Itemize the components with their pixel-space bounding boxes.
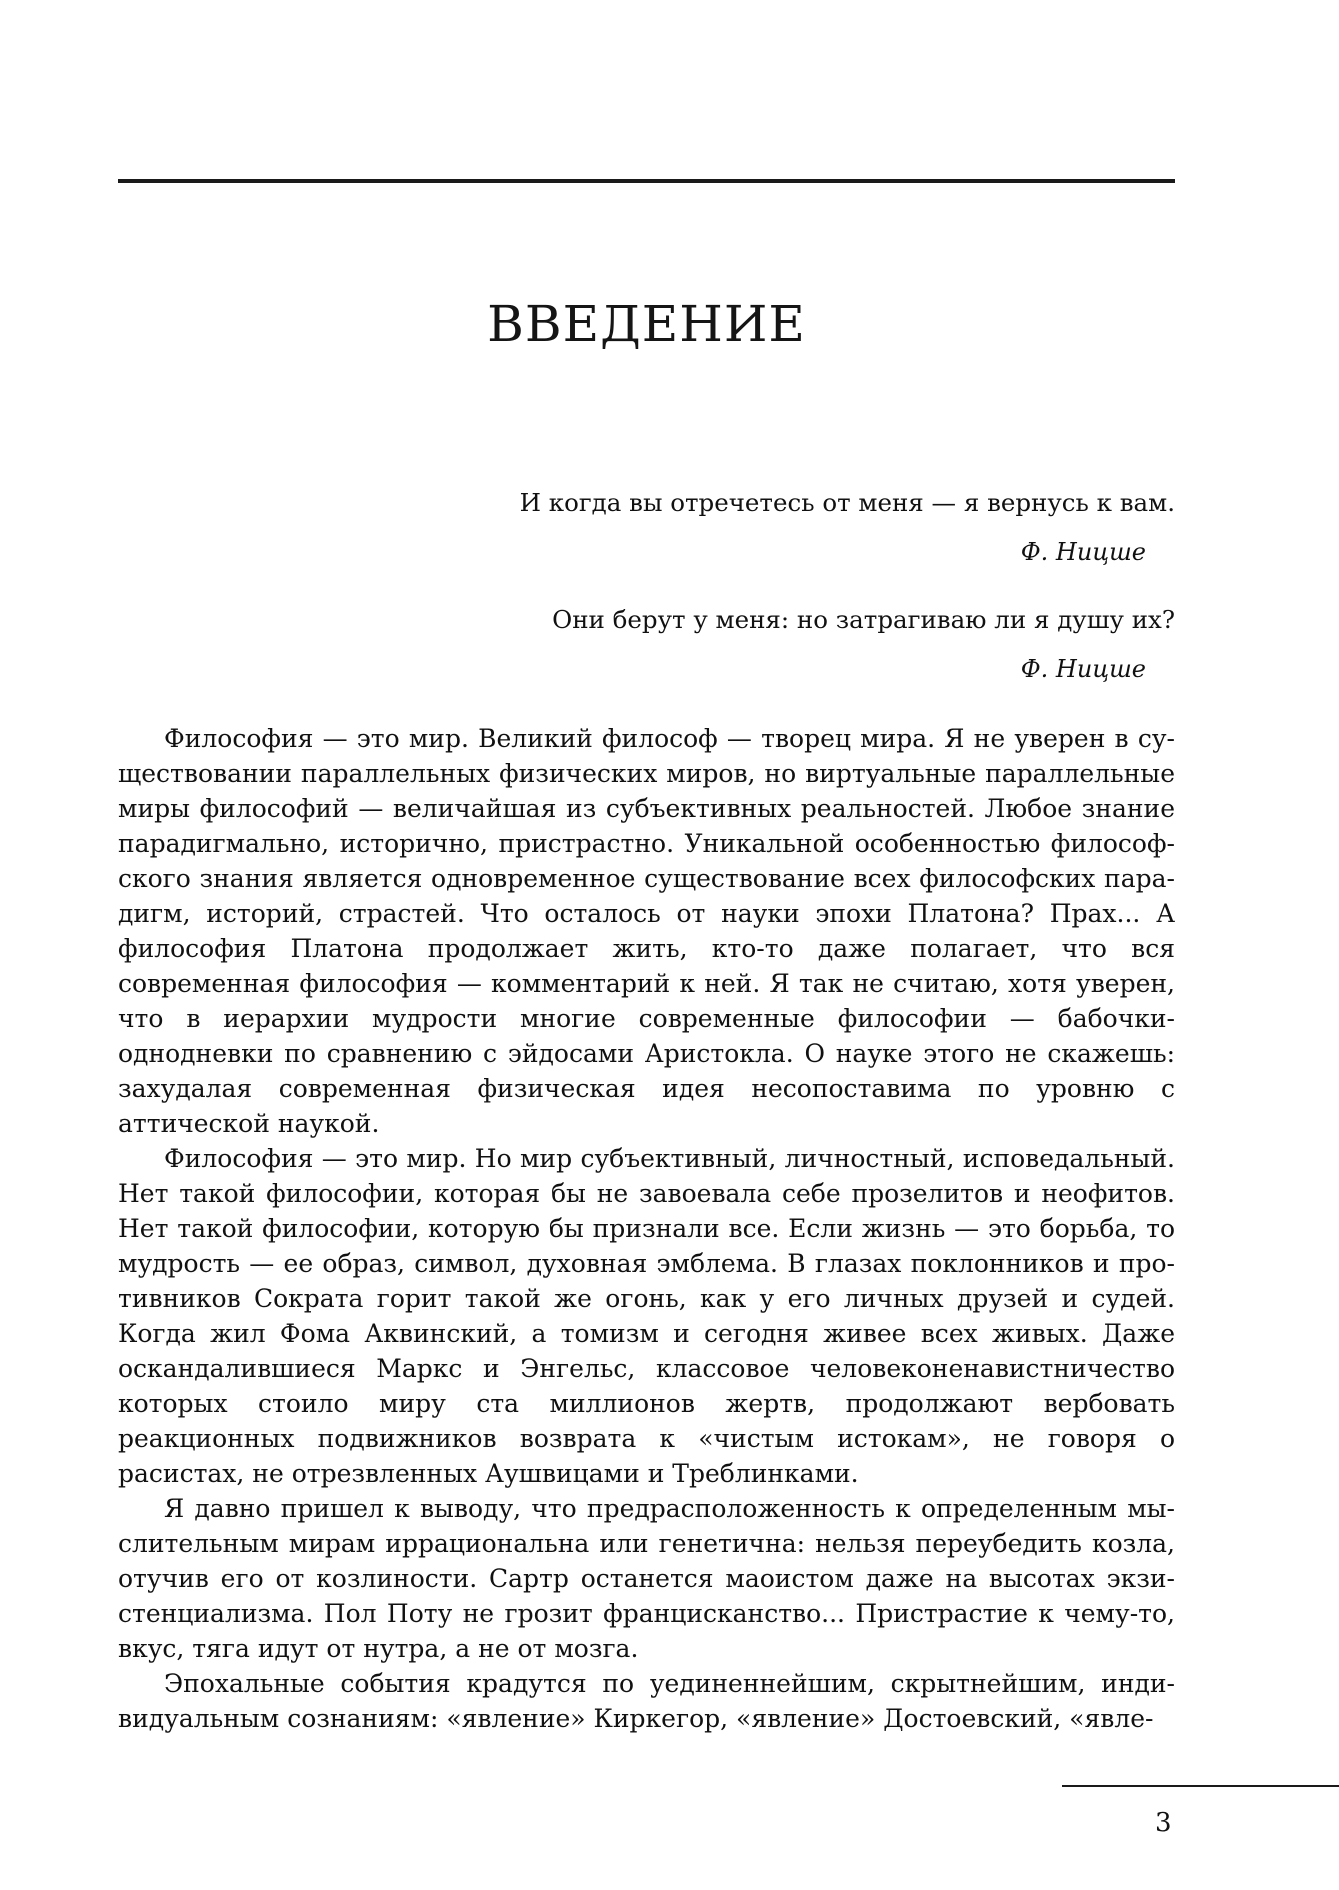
epigraph-author-2: Ф. Ницше — [1020, 655, 1146, 683]
epigraph-author-1: Ф. Ницше — [1020, 538, 1146, 566]
epigraph-quote-1: И когда вы отречетесь от меня — я вернусь к вам. — [519, 488, 1175, 517]
paragraph-4: Эпохальные события крадутся по уединеннейшим, скрытнейшим, индивидуальным сознаниям: «явление» Киркегор, «явление» Достоевский, «явле- — [118, 1669, 1175, 1733]
top-rule — [118, 179, 1175, 183]
body-text — [118, 721, 1175, 1736]
footer-rule — [1062, 1785, 1339, 1787]
epigraph-quote-2: Они берут у меня: но затрагиваю ли я душу их? — [552, 605, 1175, 634]
paragraph-3: Я давно пришел к выводу, что предрасположенность к определенным мыслительным мирам иррациональна или генетична: нельзя переубедить козла, отучив его от козлиности. Сартр останется маоистом даже на высотах экзистенциализма. Пол Поту не грозит францисканство... Пристрастие к чему-то, вкус, тяга идут от нутра, а не от мозга. — [118, 1494, 1175, 1663]
chapter-title: ВВЕДЕНИЕ — [487, 295, 806, 353]
page-number: 3 — [1155, 1808, 1172, 1838]
paragraph-2: Философия — это мир. Но мир субъективный, личностный, исповедальный. Нет такой философии, которая бы не завоевала себе прозелитов и неофитов. Нет такой философии, которую бы признали все. Если жизнь — это борьба, то мудрость — ее образ, символ, духовная эмблема. В глазах поклонников и противников Сократа горит такой же огонь, как у его личных друзей и судей. Когда жил Фома Аквинский, а томизм и сегодня живее всех живых. Даже оскандалившиеся Маркс и Энгельс, классовое человеконенавистничество которых стоило миру ста миллионов жертв, продолжают вербовать реакционных подвижников возврата к «чистым истокам», не говоря о расистах, не отрезвленных Аушвицами и Треблинками. — [118, 1144, 1175, 1488]
paragraph-1: Философия — это мир. Великий философ — творец мира. Я не уверен в существовании параллельных физических миров, но виртуальные параллельные миры философий — величайшая из субъективных реальностей. Любое знание парадигмально, исторично, пристрастно. Уникальной особенностью философского знания является одновременное существование всех философских парадигм, историй, страстей. Что осталось от науки эпохи Платона? Прах... А философия Платона продолжает жить, кто-то даже полагает, что вся современная философия — комментарий к ней. Я так не считаю, хотя уверен, что в иерархии мудрости многие современные философии — бабочки-однодневки по сравнению с эйдосами Аристокла. О науке этого не скажешь: захудалая современная физическая идея несопоставима по уровню с аттической наукой. — [118, 724, 1175, 1138]
